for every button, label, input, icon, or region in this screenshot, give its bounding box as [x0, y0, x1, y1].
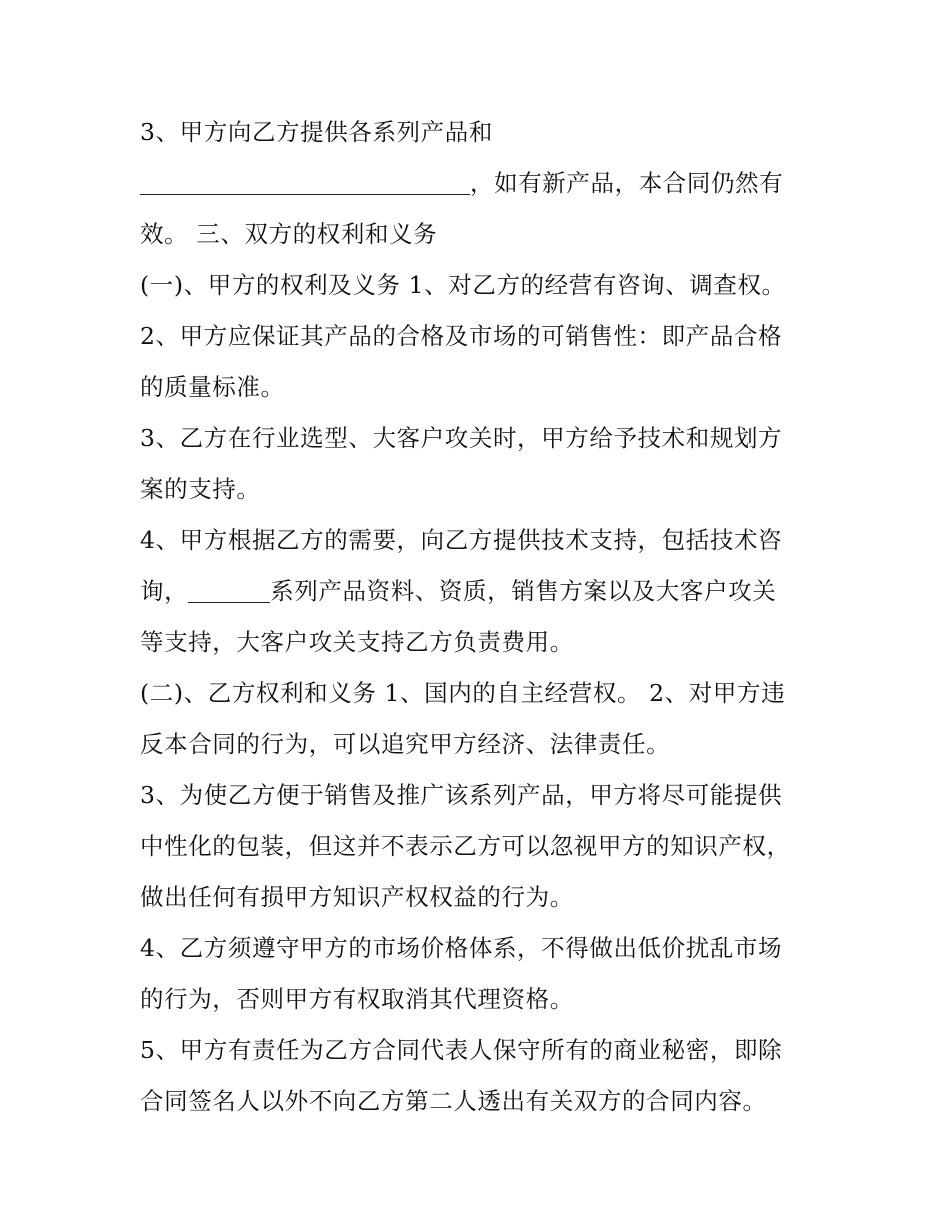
fill-in-blank — [188, 572, 270, 603]
text-line: 3、为使乙方便于销售及推广该系列产品，甲方将尽可能提供 — [140, 781, 783, 809]
text-line: 5、甲方有责任为乙方合同代表人保守所有的商业秘密，即除 — [140, 1036, 783, 1064]
text-line: 3、甲方向乙方提供各系列产品和 — [140, 118, 493, 146]
text-line: 做出任何有损甲方知识产权权益的行为。 — [140, 883, 574, 911]
text-line: 等支持，大客户攻关支持乙方负责费用。 — [140, 628, 574, 656]
text-line: 4、乙方须遵守甲方的市场价格体系，不得做出低价扰乱市场 — [140, 934, 783, 962]
text-line: 反本合同的行为，可以追究甲方经济、法律责任。 — [140, 730, 671, 758]
text-line: (一)、甲方的权利及义务 1、对乙方的经营有咨询、调查权。 — [140, 271, 786, 299]
paragraph-neutral-packaging — [140, 770, 820, 923]
paragraph-party-a-rights — [140, 260, 820, 311]
text-segment: 询， — [140, 577, 189, 605]
text-segment: 系列产品资料、资质，销售方案以及大客户攻关 — [270, 577, 777, 605]
paragraph-technical-planning-support — [140, 413, 820, 515]
text-line: 2、甲方应保证其产品的合格及市场的可销售性：即产品合格 — [140, 322, 783, 350]
text-line: 的行为，否则甲方有权取消其代理资格。 — [140, 985, 574, 1013]
paragraph-confidentiality — [140, 1025, 820, 1127]
paragraph-technical-support — [140, 515, 820, 668]
text-line-with-blank — [140, 566, 820, 617]
text-line: 的质量标准。 — [140, 373, 285, 401]
fill-in-blank — [140, 164, 470, 195]
text-line: 中性化的包装，但这并不表示乙方可以忽视甲方的知识产权， — [140, 832, 791, 860]
text-line: (二)、乙方权利和义务 1、国内的自主经营权。 2、对甲方违 — [140, 679, 786, 707]
text-segment: ，如有新产品，本合同仍然有 — [470, 169, 784, 197]
text-line: 4、甲方根据乙方的需要，向乙方提供技术支持，包括技术咨 — [140, 526, 783, 554]
text-line: 3、乙方在行业选型、大客户攻关时，甲方给予技术和规划方 — [140, 424, 783, 452]
document-body — [140, 107, 820, 1127]
text-line-with-blank — [140, 158, 820, 209]
text-line: 案的支持。 — [140, 475, 261, 503]
text-line: 合同签名人以外不向乙方第二人透出有关双方的合同内容。 — [140, 1087, 767, 1115]
paragraph-product-supply — [140, 107, 820, 260]
text-line: 效。 三、双方的权利和义务 — [140, 220, 438, 248]
paragraph-party-b-rights — [140, 668, 820, 770]
paragraph-product-quality — [140, 311, 820, 413]
paragraph-price-system — [140, 923, 820, 1025]
